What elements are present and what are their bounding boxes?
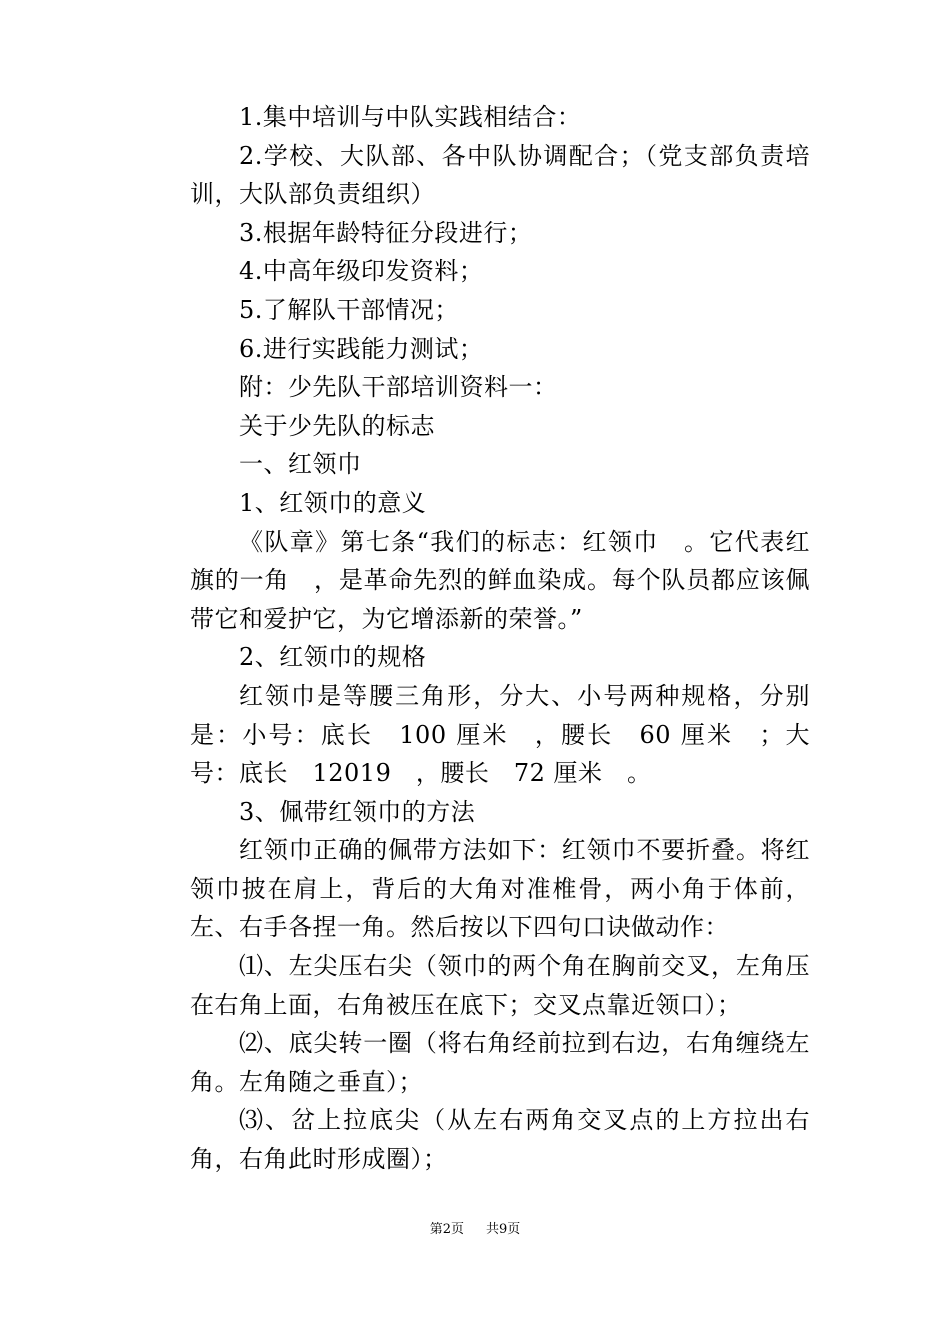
subsection-heading: 一、红领巾: [239, 450, 362, 479]
page-footer: [0, 1218, 950, 1237]
document-body: [190, 98, 810, 1179]
step-2: ⑵、底尖转一圈（将右角经前拉到右边，右角缠绕左角。左角随之垂直）；: [190, 1029, 810, 1096]
section-heading: 关于少先队的标志: [239, 411, 435, 440]
item-heading-2: 2、红领巾的规格: [239, 643, 427, 672]
item-heading-1: 1、红领巾的意义: [239, 488, 427, 517]
paragraph-7: 附：少先队干部培训资料一：: [239, 373, 558, 402]
paragraph-3: 3.根据年龄特征分段进行；: [239, 218, 533, 247]
page-number: 第2页: [429, 1222, 464, 1237]
paragraph-meaning: 《队章》第七条“我们的标志：红领巾 。它代表红旗的一角 ，是革命先烈的鲜血染成。每个队员都应该佩带它和爱护它，为它增添新的荣誉。”: [190, 527, 810, 633]
page-total: 共9页: [486, 1222, 521, 1237]
paragraph-5: 5.了解队干部情况；: [239, 295, 459, 324]
step-1: ⑴、左尖压右尖（领巾的两个角在胸前交叉，左角压在右角上面，右角被压在底下；交叉点靠近领口）；: [190, 952, 810, 1019]
paragraph-6: 6.进行实践能力测试；: [239, 334, 484, 363]
paragraph-2: 2.学校、大队部、各中队协调配合；（党支部负责培训，大队部负责组织）: [190, 141, 810, 209]
paragraph-method: 红领巾正确的佩带方法如下：红领巾不要折叠。将红领巾披在肩上，背后的大角对准椎骨，两小角于体前，左、右手各捏一角。然后按以下四句口诀做动作：: [190, 836, 810, 942]
paragraph-4: 4.中高年级印发资料；: [239, 257, 484, 286]
step-3: ⑶、岔上拉底尖（从左右两角交叉点的上方拉出右角，右角此时形成圈）；: [190, 1106, 810, 1174]
item-heading-3: 3、佩带红领巾的方法: [239, 797, 476, 826]
paragraph-spec: 红领巾是等腰三角形，分大、小号两种规格，分别是：小号：底长 100 厘米 ，腰长 60 厘米 ；大号：底长 12019 ，腰长 72 厘米 。: [190, 681, 810, 788]
paragraph-1: 1.集中培训与中队实践相结合：: [239, 103, 582, 131]
